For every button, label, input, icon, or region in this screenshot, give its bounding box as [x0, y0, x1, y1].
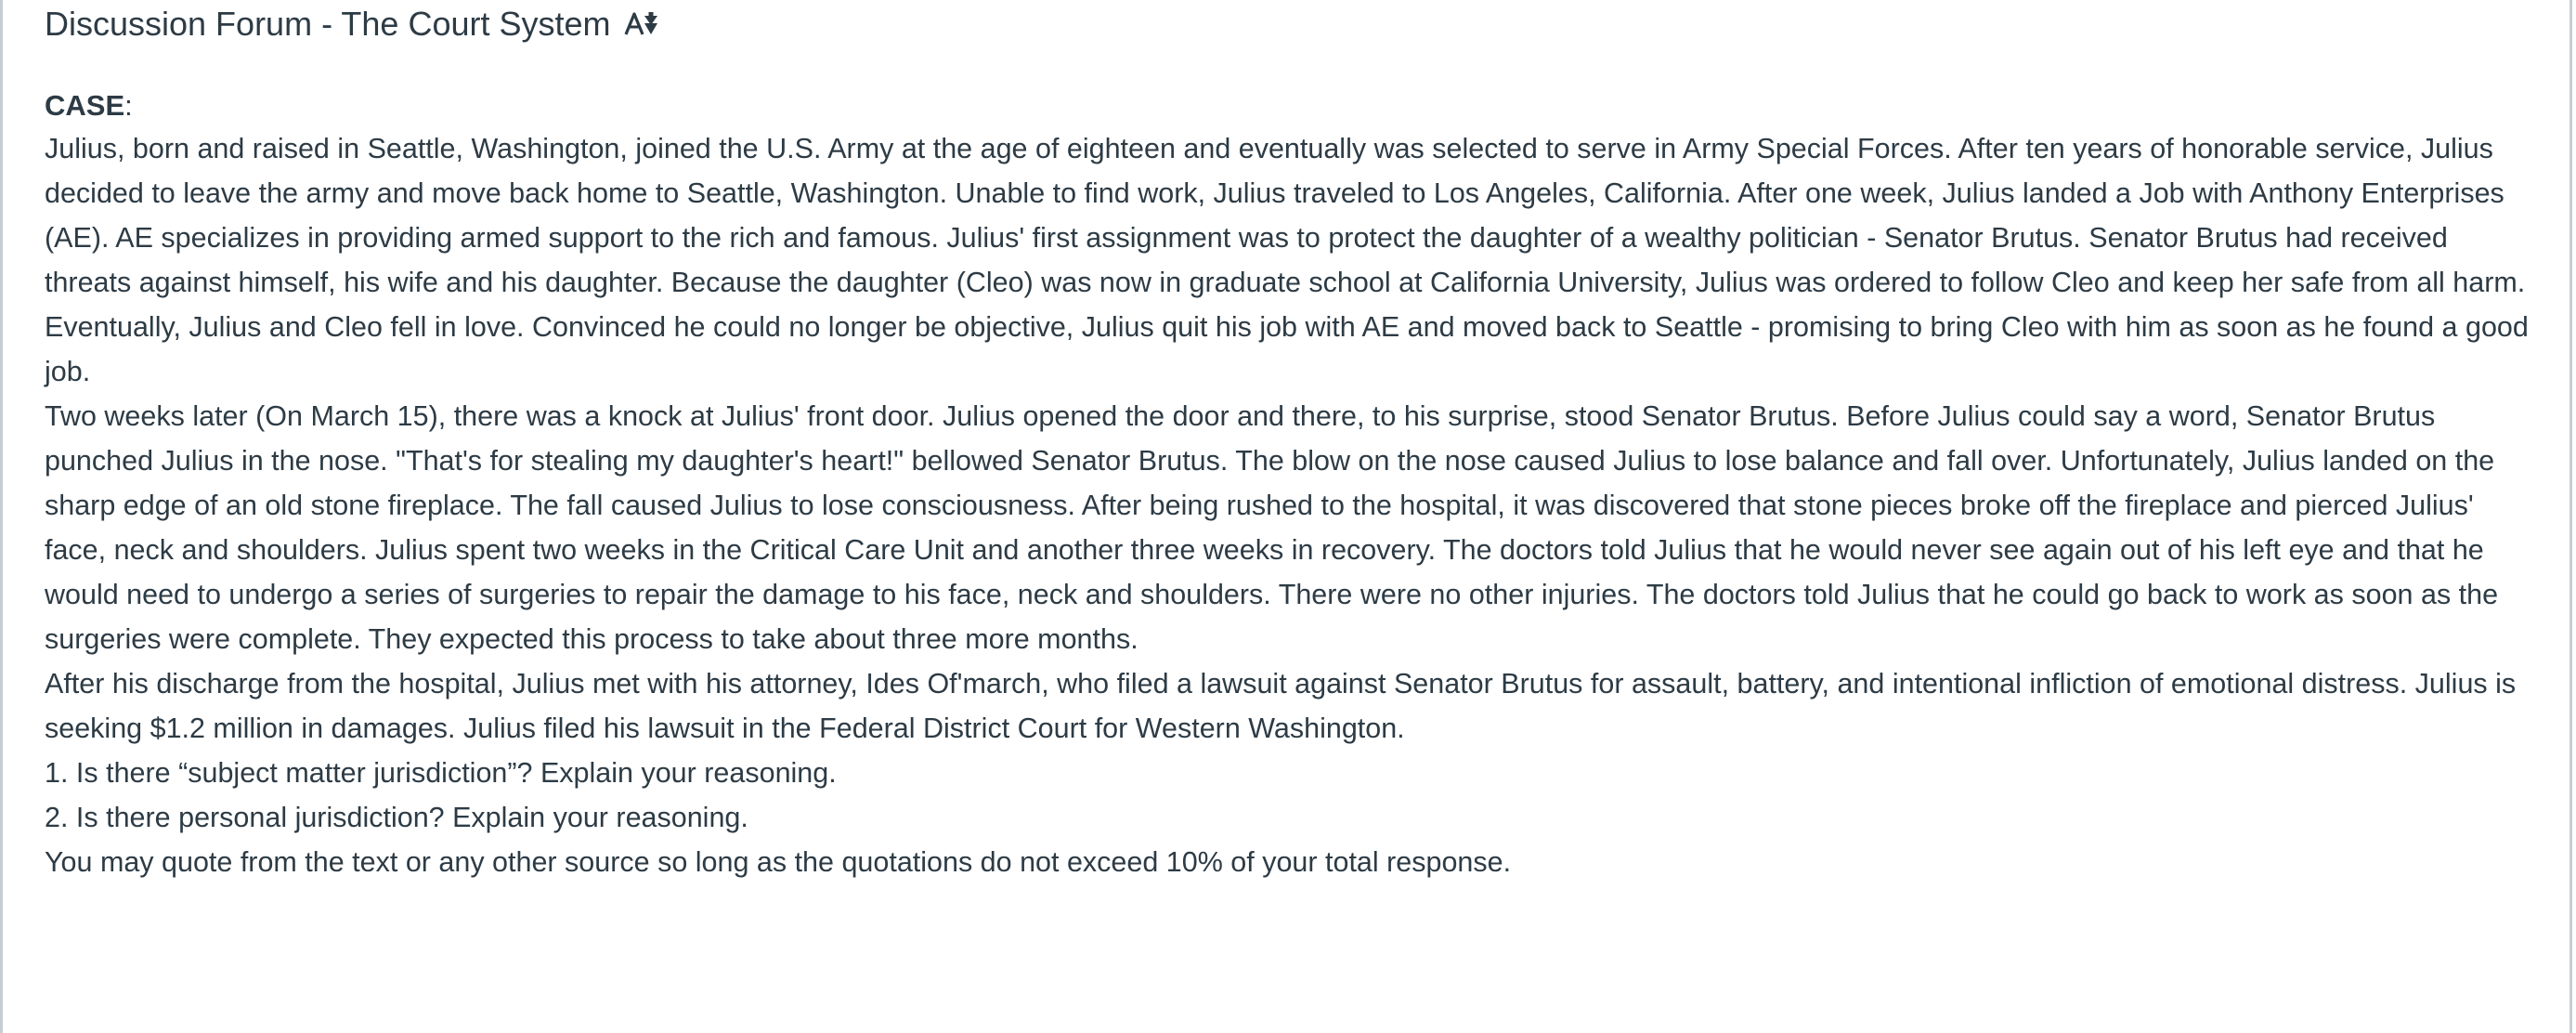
case-paragraph-2: Two weeks later (On March 15), there was a knock at Julius' front door. Julius opened the door and there, to his surprise, stood Senator Brutus. Before Julius could say a word, Senator Brutus punched Julius in the nose. "That's for stealing my daughter's heart!" bellowed Senator Brutus. The blow on the nose caused Julius to lose balance and fall over. Unfortunately, Julius landed on the sharp edge of an old stone fireplace. The fall caused Julius to lose consciousness. After being rushed to the hospital, it was discovered that stone pieces broke off the fireplace and pierced Julius' face, neck and shoulders. Julius spent two weeks in the Critical Care Unit and another three weeks in recovery. The doctors told Julius that he would never see again out of his left eye and that he would need to undergo a series of surgeries to repair the damage to his face, neck and shoulders. There were no other injuries. The doctors told Julius that he could go back to work as soon as the surgeries were complete. They expected this process to take about three more months.	[45, 400, 2499, 655]
question-1: 1. Is there “subject matter jurisdiction”? Explain your reasoning.	[45, 757, 837, 789]
case-paragraph-1: Julius, born and raised in Seattle, Washington, joined the U.S. Army at the age of eighteen and eventually was selected to serve in Army Special Forces. After ten years of honorable service, Julius decided to leave the army and move back home to Seattle, Washington. Unable to find work, Julius traveled to Los Angeles, California. After one week, Julius landed a Job with Anthony Enterprises (AE). AE specializes in providing armed support to the rich and famous. Julius' first assignment was to protect the daughter of a wealthy politician - Senator Brutus. Senator Brutus had received threats against himself, his wife and his daughter. Because the daughter (Cleo) was now in graduate school at California University, Julius was ordered to follow Cleo and keep her safe from all harm. Eventually, Julius and Cleo fell in love. Convinced he could no longer be objective, Julius quit his job with AE and moved back to Seattle - promising to bring Cleo with him as soon as he found a good job.	[45, 133, 2529, 387]
question-2: 2. Is there personal jurisdiction? Explain your reasoning.	[45, 802, 748, 833]
case-label: CASE	[45, 89, 125, 122]
immersive-reader-icon[interactable]	[624, 10, 661, 38]
title-row	[45, 0, 2533, 48]
quotation-note: You may quote from the text or any other source so long as the quotations do not exceed 10% of your total response.	[45, 846, 1512, 878]
case-colon: :	[124, 89, 133, 122]
case-heading	[45, 85, 2533, 126]
discussion-content	[45, 0, 2533, 884]
page-title: Discussion Forum - The Court System	[45, 5, 611, 43]
case-paragraph-3: After his discharge from the hospital, Julius met with his attorney, Ides Of'march, who filed a lawsuit against Senator Brutus for assault, battery, and intentional infliction of emotional distress. Julius is seeking $1.2 million in damages. Julius filed his lawsuit in the Federal District Court for Western Washington.	[45, 668, 2517, 744]
